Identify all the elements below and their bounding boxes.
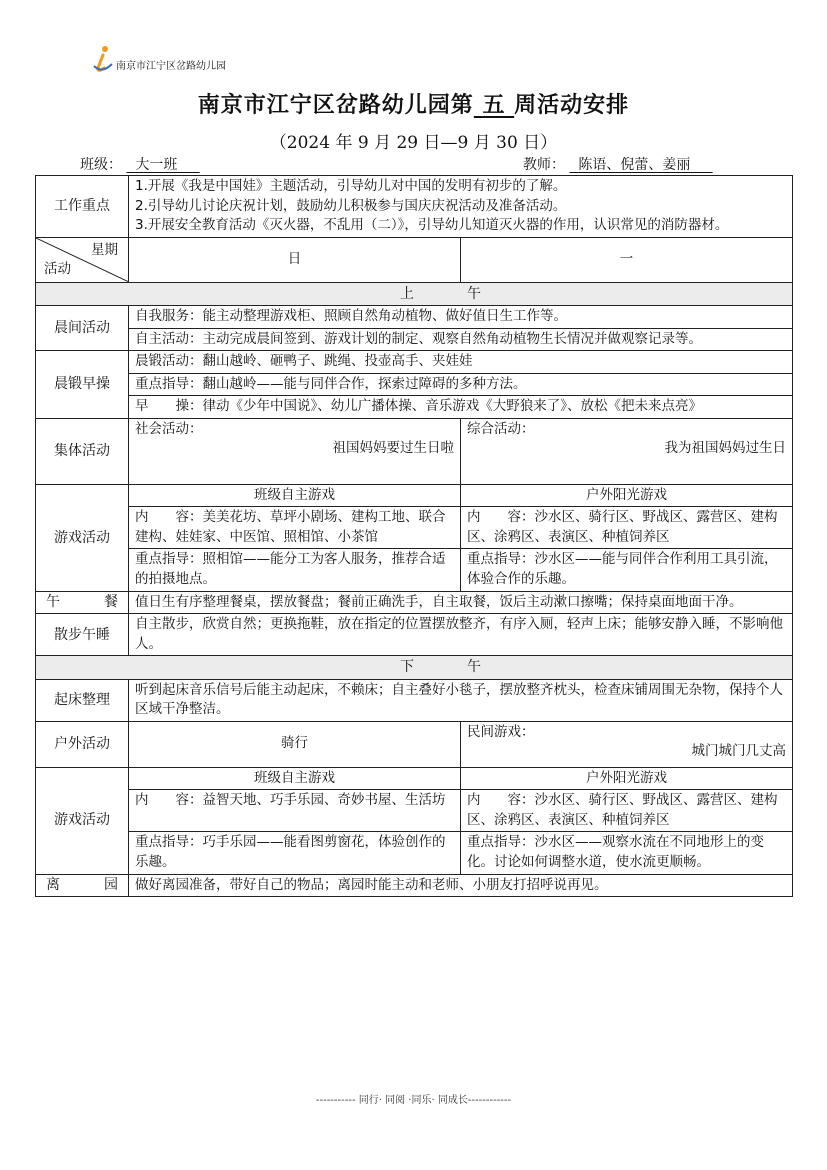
- focus-row: [36, 176, 793, 238]
- week-label: 星期: [91, 241, 118, 258]
- title-prefix: 南京市江宁区岔路幼儿园第: [197, 92, 474, 118]
- outdoor-games-content: 内 容：沙水区、骑行区、野战区、露营区、建构区、涂鸦区、表演区、种植饲养区: [461, 790, 793, 832]
- activity-title: 我为祖国妈妈过生日: [664, 440, 787, 457]
- group-activity-sunday: [129, 418, 461, 484]
- logo-icon: [92, 44, 114, 74]
- group-activity-label: 集体活动: [36, 418, 129, 484]
- activity-type: 社会活动：: [135, 420, 203, 437]
- morning-activity-row: [36, 328, 793, 351]
- exercise-row: [36, 396, 793, 419]
- exercise-row: [36, 373, 793, 396]
- outdoor-label: 户外活动: [36, 721, 129, 767]
- page-title: [0, 88, 827, 119]
- afternoon-games-label: 游戏活动: [36, 767, 129, 874]
- outdoor-sunday: 骑行: [129, 721, 461, 767]
- afternoon-section-header: 下 午: [36, 656, 793, 679]
- lunch-content: 值日生有序整理餐桌，摆放餐盘；餐前正确洗手，自主取餐，饭后主动漱口擦嘴；保持桌面地面干净。: [129, 591, 793, 614]
- week-number: 五: [482, 92, 506, 118]
- lunch-row: [36, 591, 793, 614]
- outdoor-games-title: 户外阳光游戏: [461, 767, 793, 790]
- morning-activity-row: [36, 305, 793, 328]
- exercise-row: [36, 351, 793, 374]
- exercise-drill: 早 操：律动《少年中国说》、幼儿广播体操、音乐游戏《大野狼来了》、放松《把未来点亮》: [129, 396, 793, 419]
- nap-content: 自主散步，欣赏自然；更换拖鞋，放在指定的位置摆放整齐，有序入厕，轻声上床；能够安静入睡，不影响他人。: [129, 614, 793, 656]
- days-header-row: [36, 237, 793, 282]
- class-games-content: 内 容：美美花坊、草坪小剧场、建构工地、联合建构、娃娃家、中医馆、照相馆、小茶馆: [129, 507, 461, 549]
- wakeup-label: 起床整理: [36, 679, 129, 721]
- focus-item: 1.开展《我是中国娃》主题活动，引导幼儿对中国的发明有初步的了解。: [135, 178, 567, 194]
- activity-type: 综合活动：: [467, 420, 535, 437]
- focus-item: 2.引导幼儿讨论庆祝计划，鼓励幼儿积极参与国庆庆祝活动及准备活动。: [135, 197, 567, 214]
- logo-text: 南京市江宁区岔路幼儿园: [116, 61, 226, 72]
- class-games-title: 班级自主游戏: [129, 484, 461, 507]
- exercise-activities: 晨锻活动：翻山越岭、砸鸭子、跳绳、投壶高手、夹娃娃: [129, 351, 793, 374]
- self-directed-text: 自主活动：主动完成晨间签到、游戏计划的制定、观察自然角动植物生长情况并做观察记录等。: [129, 328, 793, 351]
- activity-title: 城门城门几丈高: [691, 743, 787, 760]
- morning-activity-label: 晨间活动: [36, 305, 129, 350]
- class-games-guide: 重点指导：巧手乐园——能看图剪窗花，体验创作的乐趣。: [129, 832, 461, 874]
- morning-section-header: 上 午: [36, 282, 793, 305]
- day-header-monday: 一: [461, 237, 793, 282]
- class-info: [80, 154, 200, 174]
- games-row: [36, 790, 793, 832]
- group-activity-monday: [461, 418, 793, 484]
- games-row: [36, 484, 793, 507]
- outdoor-monday: [461, 721, 793, 767]
- class-games-title: 班级自主游戏: [129, 767, 461, 790]
- footer-motto: ----------- 同行· 同阅 ·同乐· 同成长------------: [315, 1095, 512, 1106]
- leave-row: [36, 874, 793, 897]
- weekly-plan-table: [35, 175, 793, 897]
- nap-label: 散步午睡: [36, 614, 129, 656]
- class-value: 大一班: [135, 157, 178, 173]
- games-row: [36, 832, 793, 874]
- activity-title: 祖国妈妈要过生日啦: [332, 440, 454, 457]
- activity-label: 活动: [44, 261, 71, 278]
- games-row: [36, 507, 793, 549]
- outdoor-games-guide: 重点指导：沙水区——能与同伴合作利用工具引流，体验合作的乐趣。: [461, 549, 793, 591]
- games-row: [36, 549, 793, 591]
- focus-content: [129, 176, 793, 238]
- outdoor-games-title: 户外阳光游戏: [461, 484, 793, 507]
- self-service-text: 自我服务：能主动整理游戏柜、照顾自然角动植物、做好值日生工作等。: [129, 305, 793, 328]
- group-activity-row: [36, 418, 793, 484]
- class-games-content: 内 容：益智天地、巧手乐园、奇妙书屋、生活坊: [129, 790, 461, 832]
- school-logo: [92, 44, 226, 74]
- class-games-guide: 重点指导：照相馆——能分工为客人服务，推荐合适的拍摄地点。: [129, 549, 461, 591]
- exercise-label: 晨锻早操: [36, 351, 129, 419]
- leave-label: 离 园: [36, 874, 129, 897]
- teacher-value: 陈语、倪蕾、姜丽: [578, 157, 691, 173]
- wakeup-content: 听到起床音乐信号后能主动起床，不赖床；自主叠好小毯子，摆放整齐枕头，检查床铺周围无杂物，保持个人区域干净整洁。: [129, 679, 793, 721]
- teacher-label: 教师：: [523, 157, 565, 173]
- exercise-guidance: 重点指导：翻山越岭——能与同伴合作，探索过障碍的多种方法。: [129, 373, 793, 396]
- outdoor-row: [36, 721, 793, 767]
- morning-games-label: 游戏活动: [36, 484, 129, 591]
- lunch-label: 午 餐: [36, 591, 129, 614]
- wakeup-row: [36, 679, 793, 721]
- diagonal-header-cell: [36, 237, 129, 282]
- morning-section-row: [36, 282, 793, 305]
- activity-type: 民间游戏：: [467, 723, 535, 740]
- games-row: [36, 767, 793, 790]
- outdoor-games-content: 内 容：沙水区、骑行区、野战区、露营区、建构区、涂鸦区、表演区、种植饲养区: [461, 507, 793, 549]
- date-range: （2024 年 9 月 29 日—9 月 30 日）: [269, 133, 558, 153]
- nap-row: [36, 614, 793, 656]
- teacher-info: [523, 154, 713, 174]
- outdoor-games-guide: 重点指导：沙水区——观察水流在不同地形上的变化。讨论如何调整水道，使水流更顺畅。: [461, 832, 793, 874]
- afternoon-section-row: [36, 656, 793, 679]
- day-header-sunday: 日: [129, 237, 461, 282]
- focus-label: 工作重点: [36, 176, 129, 238]
- class-label: 班级：: [80, 157, 122, 173]
- title-suffix: 周活动安排: [514, 92, 630, 118]
- leave-content: 做好离园准备，带好自己的物品；离园时能主动和老师、小朋友打招呼说再见。: [129, 874, 793, 897]
- focus-item: 3.开展安全教育活动《灭火器，不乱用（二）》，引导幼儿知道灭火器的作用，认识常见的消防器材。: [135, 217, 729, 234]
